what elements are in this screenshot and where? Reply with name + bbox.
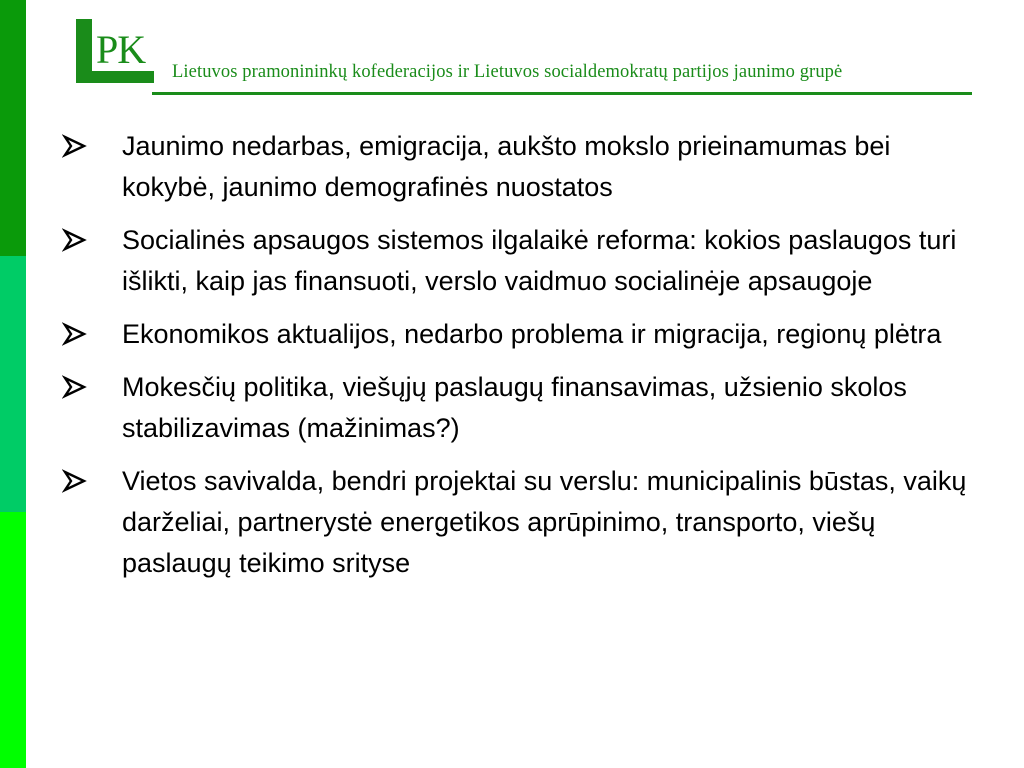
- arrow-bullet-icon: [62, 367, 102, 408]
- sidebar-stripe-middle: [0, 256, 26, 512]
- list-item: [62, 314, 982, 355]
- sidebar-stripe-bottom: [0, 512, 26, 768]
- list-item: [62, 461, 982, 584]
- arrow-bullet-icon: [62, 461, 102, 502]
- list-item-text: Socialinės apsaugos sistemos ilgalaikė reforma: kokios paslaugos turi išlikti, kaip jas finansuoti, verslo vaidmuo socialinėje apsaugoje: [122, 225, 957, 296]
- list-item: [62, 367, 982, 449]
- list-item-text: Mokesčių politika, viešųjų paslaugų finansavimas, užsienio skolos stabilizavimas (mažinimas?): [122, 372, 907, 443]
- arrow-bullet-icon: [62, 220, 102, 261]
- list-item-text: Ekonomikos aktualijos, nedarbo problema ir migracija, regionų plėtra: [122, 319, 942, 349]
- list-item-text: Jaunimo nedarbas, emigracija, aukšto mokslo prieinamumas bei kokybė, jaunimo demografinės nuostatos: [122, 131, 891, 202]
- topic-list: [62, 126, 982, 596]
- header-divider: [152, 92, 972, 95]
- list-item: [62, 126, 982, 208]
- list-item-text: Vietos savivalda, bendri projektai su verslu: municipalinis būstas, vaikų darželiai, partnerystė energetikos aprūpinimo, transporto, viešų paslaugų teikimo srityse: [122, 466, 967, 578]
- lpk-logo: [74, 17, 160, 89]
- arrow-bullet-icon: [62, 126, 102, 167]
- arrow-bullet-icon: [62, 314, 102, 355]
- logo-lettering: PK: [96, 27, 146, 72]
- sidebar-stripe-top: [0, 0, 26, 256]
- page-title: Lietuvos pramonininkų kofederacijos ir Lietuvos socialdemokratų partijos jaunimo grupė: [172, 62, 843, 82]
- list-item: [62, 220, 982, 302]
